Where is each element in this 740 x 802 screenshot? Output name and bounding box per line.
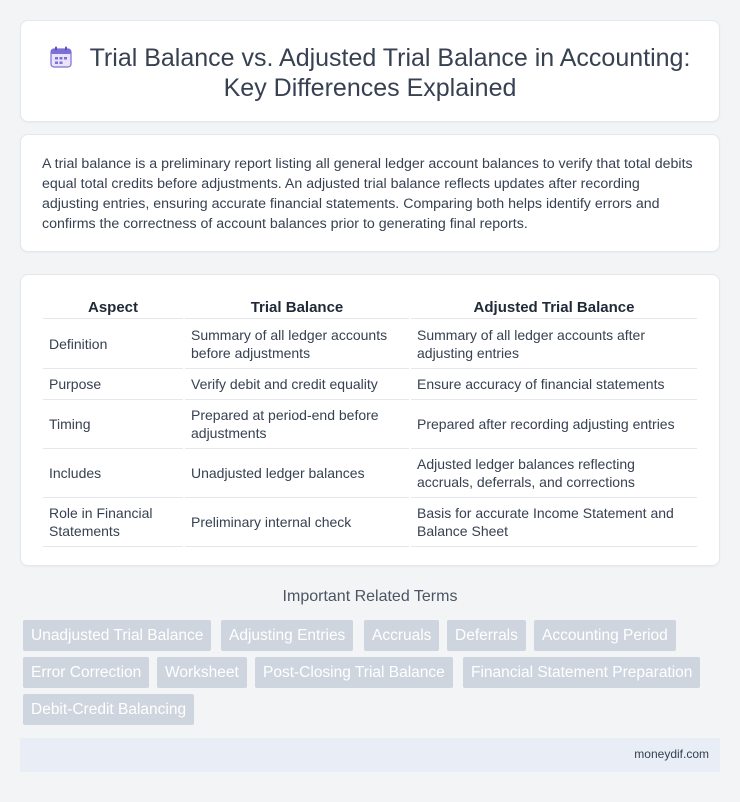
- tag-worksheet[interactable]: Worksheet: [157, 657, 247, 688]
- header-aspect: Aspect: [43, 297, 183, 319]
- tag-deferrals[interactable]: Deferrals: [447, 620, 526, 651]
- table-row: [43, 319, 697, 369]
- row-aspect: Role in Financial Statements: [43, 498, 183, 547]
- row-adjusted-trial-balance: Summary of all ledger accounts after adjusting entries: [411, 319, 697, 369]
- title-line-2: Key Differences Explained: [223, 74, 517, 102]
- tag-debit-credit-balancing[interactable]: Debit-Credit Balancing: [23, 694, 194, 725]
- row-trial-balance: Summary of all ledger accounts before adjustments: [185, 319, 409, 369]
- tag-adjusting-entries[interactable]: Adjusting Entries: [221, 620, 353, 651]
- row-trial-balance: Verify debit and credit equality: [185, 369, 409, 400]
- footer-bar: [20, 738, 720, 772]
- row-trial-balance: Unadjusted ledger balances: [185, 449, 409, 498]
- title-card: [20, 20, 720, 122]
- footer-site[interactable]: moneydif.com: [634, 747, 709, 761]
- tag-accruals[interactable]: Accruals: [364, 620, 439, 651]
- header-trial-balance: Trial Balance: [185, 297, 409, 319]
- table-row: [43, 369, 697, 400]
- tag-financial-statement-preparation[interactable]: Financial Statement Preparation: [463, 657, 700, 688]
- tag-unadjusted-trial-balance[interactable]: Unadjusted Trial Balance: [23, 620, 211, 651]
- tag-accounting-period[interactable]: Accounting Period: [534, 620, 676, 651]
- row-aspect: Definition: [43, 319, 183, 369]
- tag-error-correction[interactable]: Error Correction: [23, 657, 149, 688]
- row-aspect: Includes: [43, 449, 183, 498]
- header-adjusted-trial-balance: Adjusted Trial Balance: [411, 297, 697, 319]
- table-header-row: [43, 297, 697, 319]
- row-adjusted-trial-balance: Prepared after recording adjusting entries: [411, 400, 697, 449]
- related-terms-title: Important Related Terms: [282, 588, 458, 605]
- calendar-icon: [50, 46, 72, 68]
- page-title: [21, 43, 719, 103]
- row-aspect: Purpose: [43, 369, 183, 400]
- row-adjusted-trial-balance: Adjusted ledger balances reflecting accruals, deferrals, and corrections: [411, 449, 697, 498]
- intro-paragraph: A trial balance is a preliminary report listing all general ledger account balances to verify that total debits equal total credits before adjustments. An adjusted trial balance reflects updates after recording adjusting entries, ensuring accurate financial statements. Comparing both helps identify errors and confirms the correctness of account balances prior to generating final reports.: [42, 156, 693, 232]
- title-line-1: Trial Balance vs. Adjusted Trial Balance in Accounting:: [89, 44, 691, 72]
- row-trial-balance: Prepared at period-end before adjustments: [185, 400, 409, 449]
- row-adjusted-trial-balance: Basis for accurate Income Statement and Balance Sheet: [411, 498, 697, 547]
- row-trial-balance: Preliminary internal check: [185, 498, 409, 547]
- row-adjusted-trial-balance: Ensure accuracy of financial statements: [411, 369, 697, 400]
- table-row: [43, 400, 697, 449]
- comparison-table: [41, 297, 699, 547]
- intro-card: [20, 134, 720, 252]
- row-aspect: Timing: [43, 400, 183, 449]
- comparison-card: [20, 274, 720, 566]
- table-row: [43, 498, 697, 547]
- table-row: [43, 449, 697, 498]
- tag-post-closing-trial-balance[interactable]: Post-Closing Trial Balance: [255, 657, 453, 688]
